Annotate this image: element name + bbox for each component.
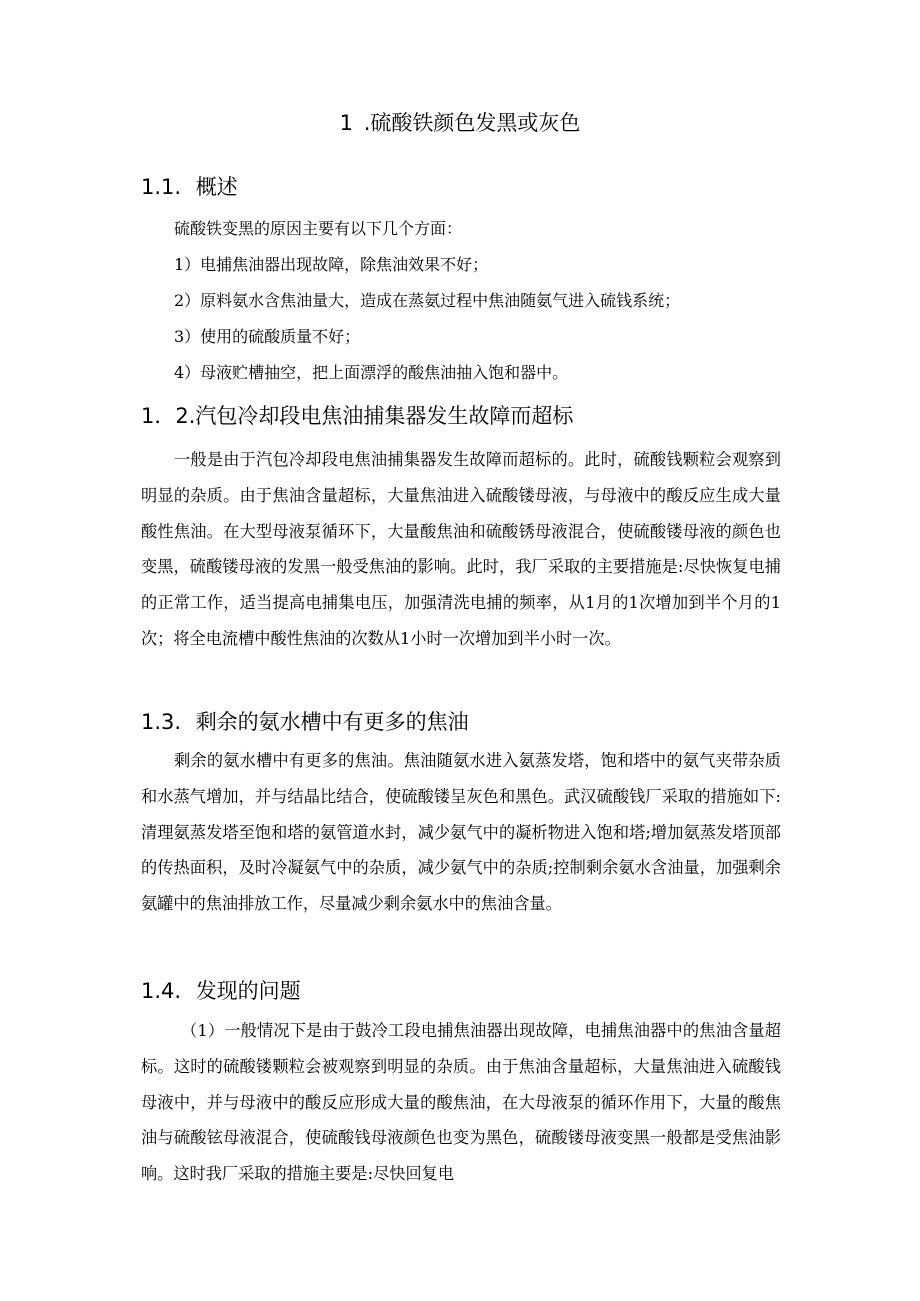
- list-item: 1）电捕焦油器出现故障，除焦油效果不好；: [174, 255, 489, 274]
- section-number: 1.1.: [141, 175, 182, 199]
- section-1-4-heading: [141, 976, 301, 1006]
- section-title: 剩余的氨水槽中有更多的焦油: [195, 710, 469, 734]
- section-1-3-heading: [141, 707, 469, 737]
- section-1-4-paragraph: （1）一般情况下是由于鼓冷工段电捕焦油器出现故障，电捕焦油器中的焦油含量超标。这时的硫酸镂颗粒会被观察到明显的杂质。由于焦油含量超标，大量焦油进入硫酸钱母液中，并与母液中的酸反应形成大量的酸焦油，在大母液泵的循环作用下，大量的酸焦油与硫酸铉母液混合，使硫酸钱母液颜色也变为黑色，硫酸镂母液变黑一般都是受焦油影响。这时我厂采取的措施主要是:尽快回复电: [141, 1021, 781, 1184]
- section-title: 发现的问题: [195, 979, 301, 1003]
- section-number: 1．2.: [141, 404, 196, 428]
- section-title: 汽包冷却段电焦油捕集器发生故障而超标: [195, 404, 574, 428]
- section-1-2-paragraph: 一般是由于汽包冷却段电焦油捕集器发生故障而超标的。此时，硫酸钱颗粒会观察到明显的杂质。由于焦油含量超标，大量焦油进入硫酸镂母液，与母液中的酸反应生成大量酸性焦油。在大型母液泵循环下，大量酸焦油和硫酸锈母液混合，使硫酸镂母液的颜色也变黑，硫酸镂母液的发黑一般受焦油的影响。此时，我厂采取的主要措施是:尽快恢复电捕的正常工作，适当提高电捕集电压，加强清洗电捕的频率，从1月的1次增加到半个月的1次；将全电流槽中酸性焦油的次数从1小时一次增加到半小时一次。: [141, 450, 781, 648]
- list-item: 4）母液贮槽抽空，把上面漂浮的酸焦油抽入饱和器中。: [174, 363, 569, 382]
- section-title: 概述: [195, 175, 238, 199]
- list-item: 2）原料氨水含焦油量大，造成在蒸氨过程中焦油随氨气进入硫钱系统；: [174, 291, 681, 310]
- section-1-1-list: [174, 211, 680, 391]
- section-1-1-heading: [141, 172, 238, 202]
- list-item: 3）使用的硫酸质量不好；: [174, 327, 361, 346]
- document-title: [0, 108, 920, 138]
- title-text: .硫酸铁颜色发黑或灰色: [363, 111, 581, 135]
- list-item: 硫酸铁变黑的原因主要有以下几个方面：: [174, 219, 463, 238]
- title-number: 1: [339, 111, 353, 135]
- section-number: 1.3.: [141, 710, 182, 734]
- section-number: 1.4.: [141, 979, 182, 1003]
- section-1-2-heading: [141, 401, 573, 431]
- section-1-3-paragraph: 剩余的氨水槽中有更多的焦油。焦油随氨水进入氨蒸发塔，饱和塔中的氨气夹带杂质和水蒸气增加，并与结晶比结合，使硫酸镂呈灰色和黑色。武汉硫酸钱厂采取的措施如下:清理氨蒸发塔至饱和塔的氨管道水封，减少氨气中的凝析物进入饱和塔;增加氨蒸发塔顶部的传热面积，及时冷凝氨气中的杂质，减少氨气中的杂质;控制剩余氨水含油量，加强剩余氨罐中的焦油排放工作，尽量减少剩余氨水中的焦油含量。: [141, 751, 781, 914]
